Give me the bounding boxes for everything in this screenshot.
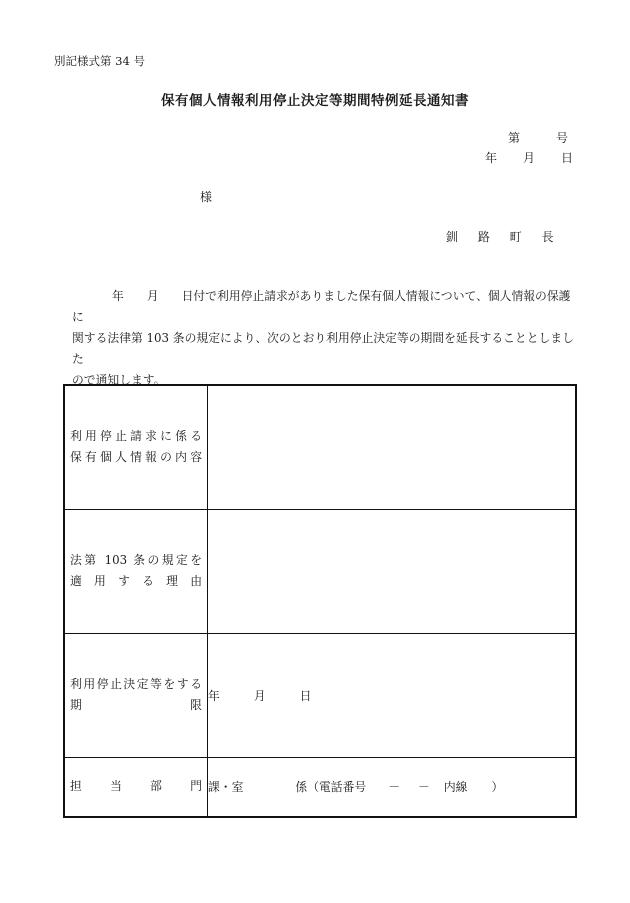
value-deadline[interactable] bbox=[208, 633, 577, 757]
table-row-content bbox=[64, 385, 576, 509]
body-year: 年 bbox=[112, 289, 124, 303]
value-department[interactable] bbox=[208, 757, 577, 817]
deadline-year: 年 bbox=[208, 688, 220, 703]
date-day: 日 bbox=[561, 151, 574, 165]
label-reason: 法第 103 条の規定を 適 用 す る 理 由 bbox=[64, 509, 208, 633]
department-section: 課・室 bbox=[208, 780, 244, 795]
deadline-month: 月 bbox=[253, 688, 266, 703]
body-line1-text: 日付で利用停止請求がありました保有個人情報について、個人情報の保護に bbox=[72, 289, 571, 324]
addressee-honorific: 様 bbox=[200, 190, 213, 204]
department-unit-phone: 係（電話番号 bbox=[295, 780, 367, 795]
table-row-deadline bbox=[64, 633, 576, 757]
sender-name: 釧 路 町 長 bbox=[446, 230, 562, 244]
document-date-row bbox=[485, 149, 573, 166]
notice-line-1 bbox=[72, 286, 582, 328]
notice-body bbox=[72, 286, 582, 391]
table-row-reason bbox=[64, 509, 576, 633]
label-content: 利用停止請求に係る 保有個人情報の内容 bbox=[64, 385, 208, 509]
document-title: 保有個人情報利用停止決定等期間特例延長通知書 bbox=[161, 93, 469, 109]
body-month: 月 bbox=[146, 289, 159, 303]
table-row-department bbox=[64, 757, 576, 817]
date-month: 月 bbox=[523, 151, 536, 165]
phone-dash-1: － bbox=[388, 780, 401, 795]
deadline-day: 日 bbox=[299, 688, 312, 703]
value-reason[interactable] bbox=[208, 509, 577, 633]
label-department: 担 当 部 門 bbox=[64, 757, 208, 817]
phone-dash-2: － bbox=[418, 780, 430, 795]
notice-line-3: ので通知します。 bbox=[72, 373, 166, 387]
date-year: 年 bbox=[485, 151, 498, 165]
value-content[interactable] bbox=[208, 385, 577, 509]
number-prefix: 第 bbox=[508, 131, 521, 145]
closing-paren: ） bbox=[491, 780, 504, 795]
document-number-row bbox=[508, 129, 568, 146]
details-table bbox=[63, 384, 577, 818]
notice-line-2: 関する法律第 103 条の規定により、次のとおり利用停止決定等の期間を延長することとしました bbox=[72, 331, 574, 366]
form-number-label: 別記様式第 34 号 bbox=[54, 54, 145, 68]
number-suffix: 号 bbox=[556, 131, 569, 145]
extension-label: 内線 bbox=[443, 780, 468, 795]
label-deadline: 利用停止決定等をする 期 限 bbox=[64, 633, 208, 757]
